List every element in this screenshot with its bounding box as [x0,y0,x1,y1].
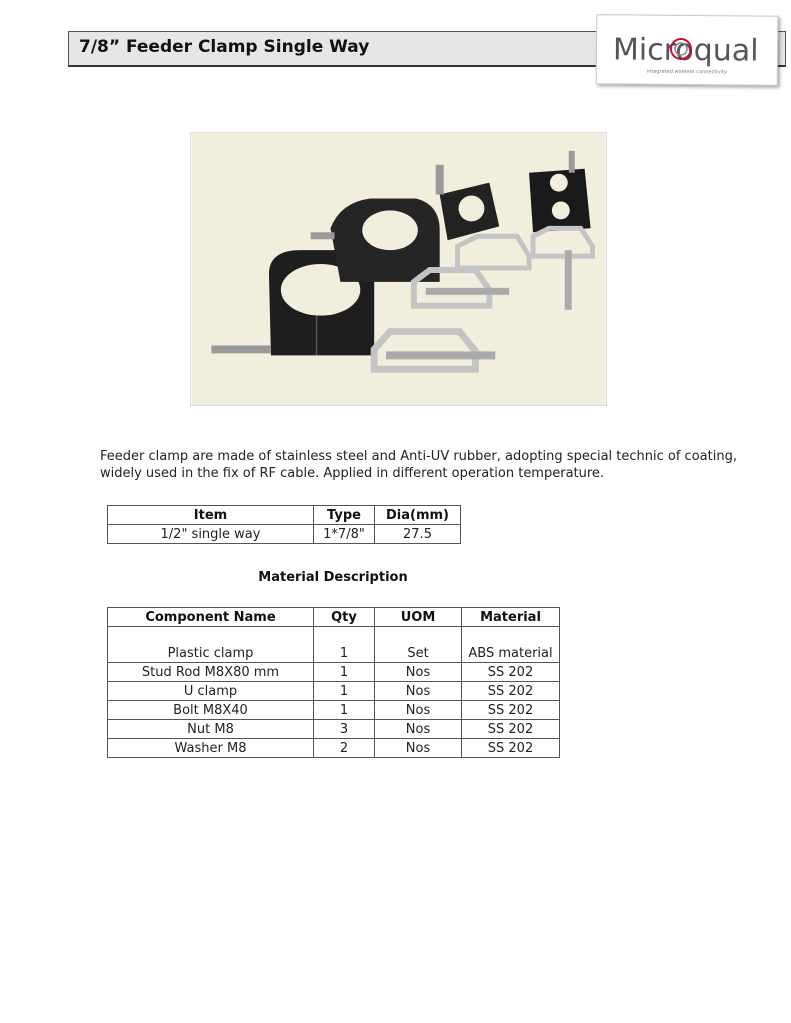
brand-logo [596,14,779,86]
uom-cell: Set [375,627,462,663]
material-table [107,607,560,758]
logo-wordmark: Microqual [612,32,759,69]
uom-cell: Nos [375,720,462,739]
item-table [107,505,461,544]
table-row [108,663,560,682]
item-cell: 1/2" single way [108,525,314,544]
material-header: Material [462,608,560,627]
component-cell: Plastic clamp [108,627,314,663]
product-description: Feeder clamp are made of stainless steel and Anti-UV rubber, adopting special technic of coating, widely used in the fix of RF cable. Applied in different operation temperature. [100,449,737,481]
table-row [108,739,560,758]
qty-cell: 3 [314,720,375,739]
material-cell: SS 202 [462,663,560,682]
dia-cell: 27.5 [375,525,461,544]
component-name-header: Component Name [108,608,314,627]
uom-cell: Nos [375,663,462,682]
item-header: Item [108,506,314,525]
uom-header: UOM [375,608,462,627]
uom-cell: Nos [375,739,462,758]
feeder-clamp-image [191,133,606,405]
table-row [108,525,461,544]
qty-cell: 1 [314,701,375,720]
qty-cell: 2 [314,739,375,758]
dia-header: Dia(mm) [375,506,461,525]
table-row [108,701,560,720]
uom-cell: Nos [375,701,462,720]
logo-tagline: integrated wireless connectivity [646,68,727,76]
table-row [108,682,560,701]
qty-cell: 1 [314,663,375,682]
table-row [108,627,560,663]
qty-header: Qty [314,608,375,627]
component-cell: Bolt M8X40 [108,701,314,720]
material-section-title: Material Description [258,570,408,585]
item-table-header [108,506,461,525]
uom-cell: Nos [375,682,462,701]
material-cell: SS 202 [462,739,560,758]
table-row [108,720,560,739]
qty-cell: 1 [314,682,375,701]
component-cell: Nut M8 [108,720,314,739]
microqual-logo-icon [597,15,778,85]
material-cell: SS 202 [462,682,560,701]
component-cell: U clamp [108,682,314,701]
component-cell: Stud Rod M8X80 mm [108,663,314,682]
type-header: Type [314,506,375,525]
material-cell: SS 202 [462,720,560,739]
product-photo [190,132,607,406]
type-cell: 1*7/8" [314,525,375,544]
material-cell: ABS material [462,627,560,663]
page-title: 7/8” Feeder Clamp Single Way [79,37,370,57]
material-table-header [108,608,560,627]
qty-cell: 1 [314,627,375,663]
material-cell: SS 202 [462,701,560,720]
component-cell: Washer M8 [108,739,314,758]
